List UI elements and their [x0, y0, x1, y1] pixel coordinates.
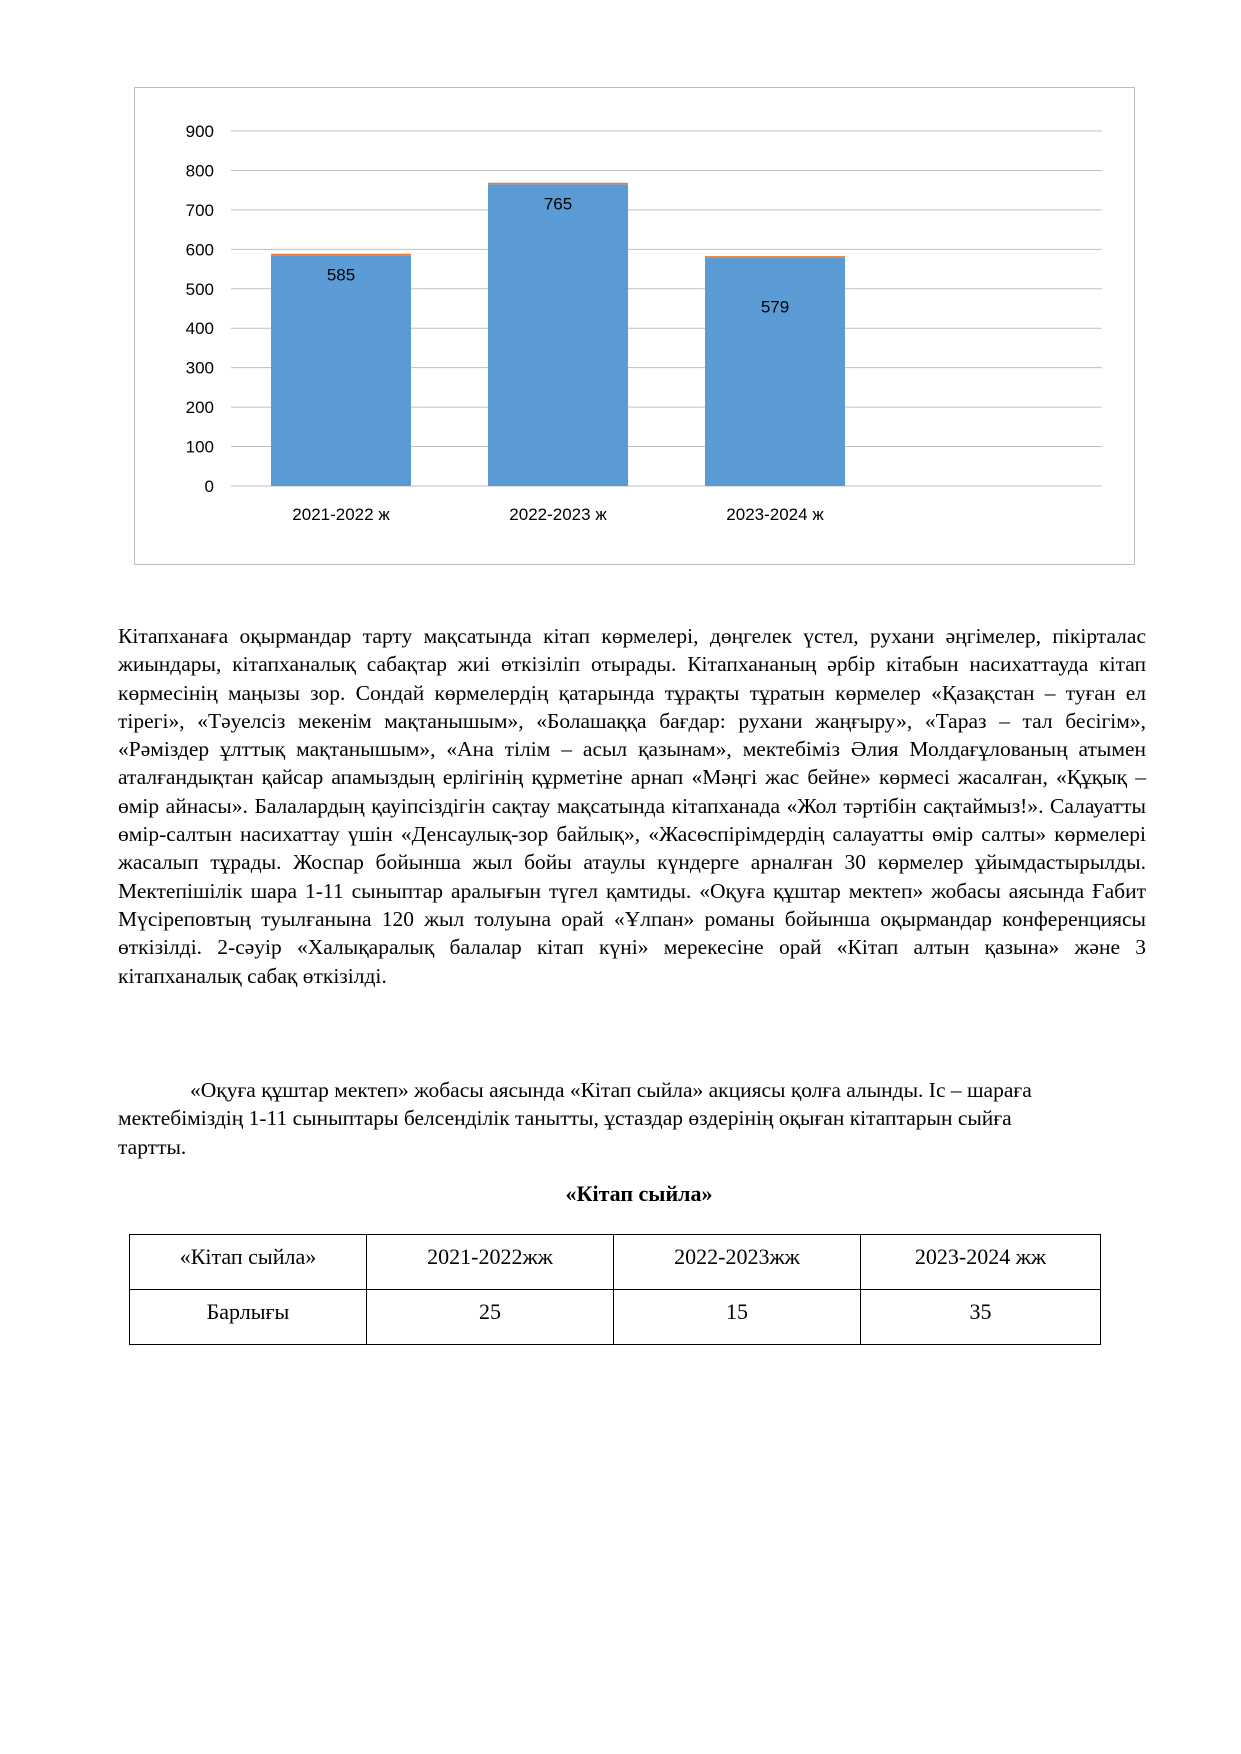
y-tick-label: 300: [185, 358, 214, 378]
table-header-cell: 2022-2023жж: [614, 1235, 861, 1290]
x-category-label: 2021-2022 ж: [292, 505, 390, 524]
y-tick-label: 0: [204, 477, 214, 496]
bar-chart-svg: [135, 88, 1136, 566]
table-title: «Кітап сыйла»: [565, 1181, 713, 1206]
y-tick-label: 400: [185, 319, 214, 339]
bar-top-segment: [488, 183, 628, 185]
y-tick-label: 900: [185, 122, 214, 141]
table-cell-value: 15: [614, 1290, 861, 1345]
data-label: 765: [543, 194, 573, 214]
table-cell-label: Барлығы: [130, 1290, 367, 1345]
y-tick-label: 100: [185, 437, 214, 457]
table-header-cell: «Кітап сыйла»: [130, 1235, 367, 1290]
y-tick-label: 500: [185, 279, 214, 299]
data-label: 579: [760, 297, 790, 317]
y-tick-label: 600: [185, 240, 214, 260]
book-gift-table: [129, 1234, 1101, 1345]
bar: [705, 258, 845, 486]
bar: [271, 255, 411, 486]
x-category-label: 2022-2023 ж: [509, 505, 607, 524]
x-category-label: 2023-2024 ж: [726, 505, 824, 524]
bar: [488, 184, 628, 486]
y-tick-label: 800: [185, 161, 214, 181]
table-cell-value: 25: [367, 1290, 614, 1345]
table-header-row: [130, 1235, 1101, 1290]
table-cell-value: 35: [861, 1290, 1101, 1345]
data-label: 585: [326, 265, 356, 285]
paragraph-book-gift-campaign: «Оқуға құштар мектеп» жобасы аясында «Кітап сыйла» акциясы қолға алынды. Іс – шараға мектебіміздің 1-11 сыныптары белсенділік танытты, ұстаздар өздерінің оқыған кітаптарын сыйға тартты.: [118, 1078, 1032, 1159]
table-header-cell: 2021-2022жж: [367, 1235, 614, 1290]
y-tick-label: 700: [185, 200, 214, 220]
y-tick-label: 200: [185, 398, 214, 418]
table-row: [130, 1290, 1101, 1345]
paragraph-exhibitions: Кітапханаға оқырмандар тарту мақсатында кітап көрмелері, дөңгелек үстел, рухани әңгімелер, пікірталас жиындары, кітапханалық сабақтар жиі өткізіліп отырады. Кітапхананың әрбір кітабын насихаттауда кітап көрмесінің маңызы зор. Сондай көрмелердің қатарында тұрақты тұратын көрмелер «Қазақстан – туған ел тірегі», «Тәуелсіз мекенім мақтанышым», «Болашаққа бағдар: рухани жаңғыру», «Тараз – тал бесігім», «Рәміздер ұлттық мақтанышым», «Ана тілім – асыл қазынам», мектебіміз Әлия Молдағұлованың атымен аталғандықтан қайсар апамыздың ерлігінің құрметіне арнап «Мәңгі жас бейне» көрмесі жасалған, «Құқық – өмір айнасы». Балалардың қауіпсіздігін сақтау мақсатында кітапханада «Жол тәртібін сақтаймыз!». Салауатты өмір-салтын насихаттау үшін «Денсаулық-зор байлық», «Жасөспірімдердің салауатты өмір салты» көрмелері жасалып тұрады. Жоспар бойынша жыл бойы атаулы күндерге арналған 30 көрмелер ұйымдастырылды. Мектепішілік шара 1-11 сыныптар аралығын түгел қамтиды. «Оқуға құштар мектеп» жобасы аясында Ғабит Мүсіреповтың туылғанына 120 жыл толуына орай «Ұлпан» романы бойынша оқырмандар конференциясы өткізілді. 2-сәуір «Халықаралық балалар кітап күні» мерекесіне орай «Кітап алтын қазына» және 3 кітапханалық сабақ өткізілді.: [118, 624, 1146, 988]
bar-top-segment: [705, 256, 845, 258]
bar-top-segment: [271, 254, 411, 256]
bar-chart: [134, 87, 1135, 565]
table-header-cell: 2023-2024 жж: [861, 1235, 1101, 1290]
